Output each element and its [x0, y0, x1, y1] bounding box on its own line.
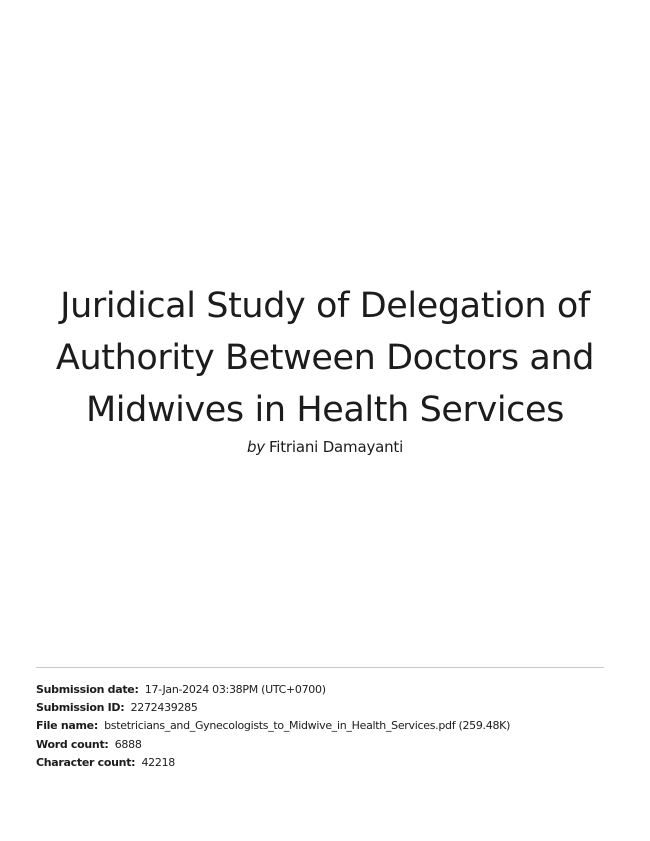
byline-prefix: by — [246, 438, 265, 456]
title-line: Midwives in Health Services — [86, 390, 564, 430]
divider — [36, 667, 604, 668]
author-name: Fitriani Damayanti — [268, 438, 404, 456]
meta-value: 6888 — [114, 737, 142, 751]
file-name-row — [36, 717, 510, 735]
meta-value: 2272439285 — [130, 701, 198, 715]
character-count-row — [36, 754, 510, 772]
title-block — [0, 280, 650, 456]
meta-label: Word count: — [36, 737, 109, 751]
meta-label: Character count: — [36, 755, 136, 769]
meta-label: Submission ID: — [36, 701, 125, 715]
meta-value: 42218 — [141, 755, 175, 769]
meta-label: File name: — [36, 719, 98, 733]
title-line: Juridical Study of Delegation of — [60, 286, 590, 326]
byline — [0, 438, 650, 456]
document-title — [0, 280, 650, 436]
meta-label: Submission date: — [36, 683, 139, 696]
word-count-row — [36, 736, 510, 754]
meta-value: 17-Jan-2024 03:38PM (UTC+0700) — [144, 683, 326, 696]
submission-id-row — [36, 699, 510, 717]
submission-date-row — [36, 681, 510, 699]
meta-value: bstetricians_and_Gynecologists_to_Midwive_in_Health_Services.pdf (259.48K) — [104, 719, 511, 733]
title-line: Authority Between Doctors and — [55, 338, 595, 378]
submission-metadata — [36, 681, 510, 772]
